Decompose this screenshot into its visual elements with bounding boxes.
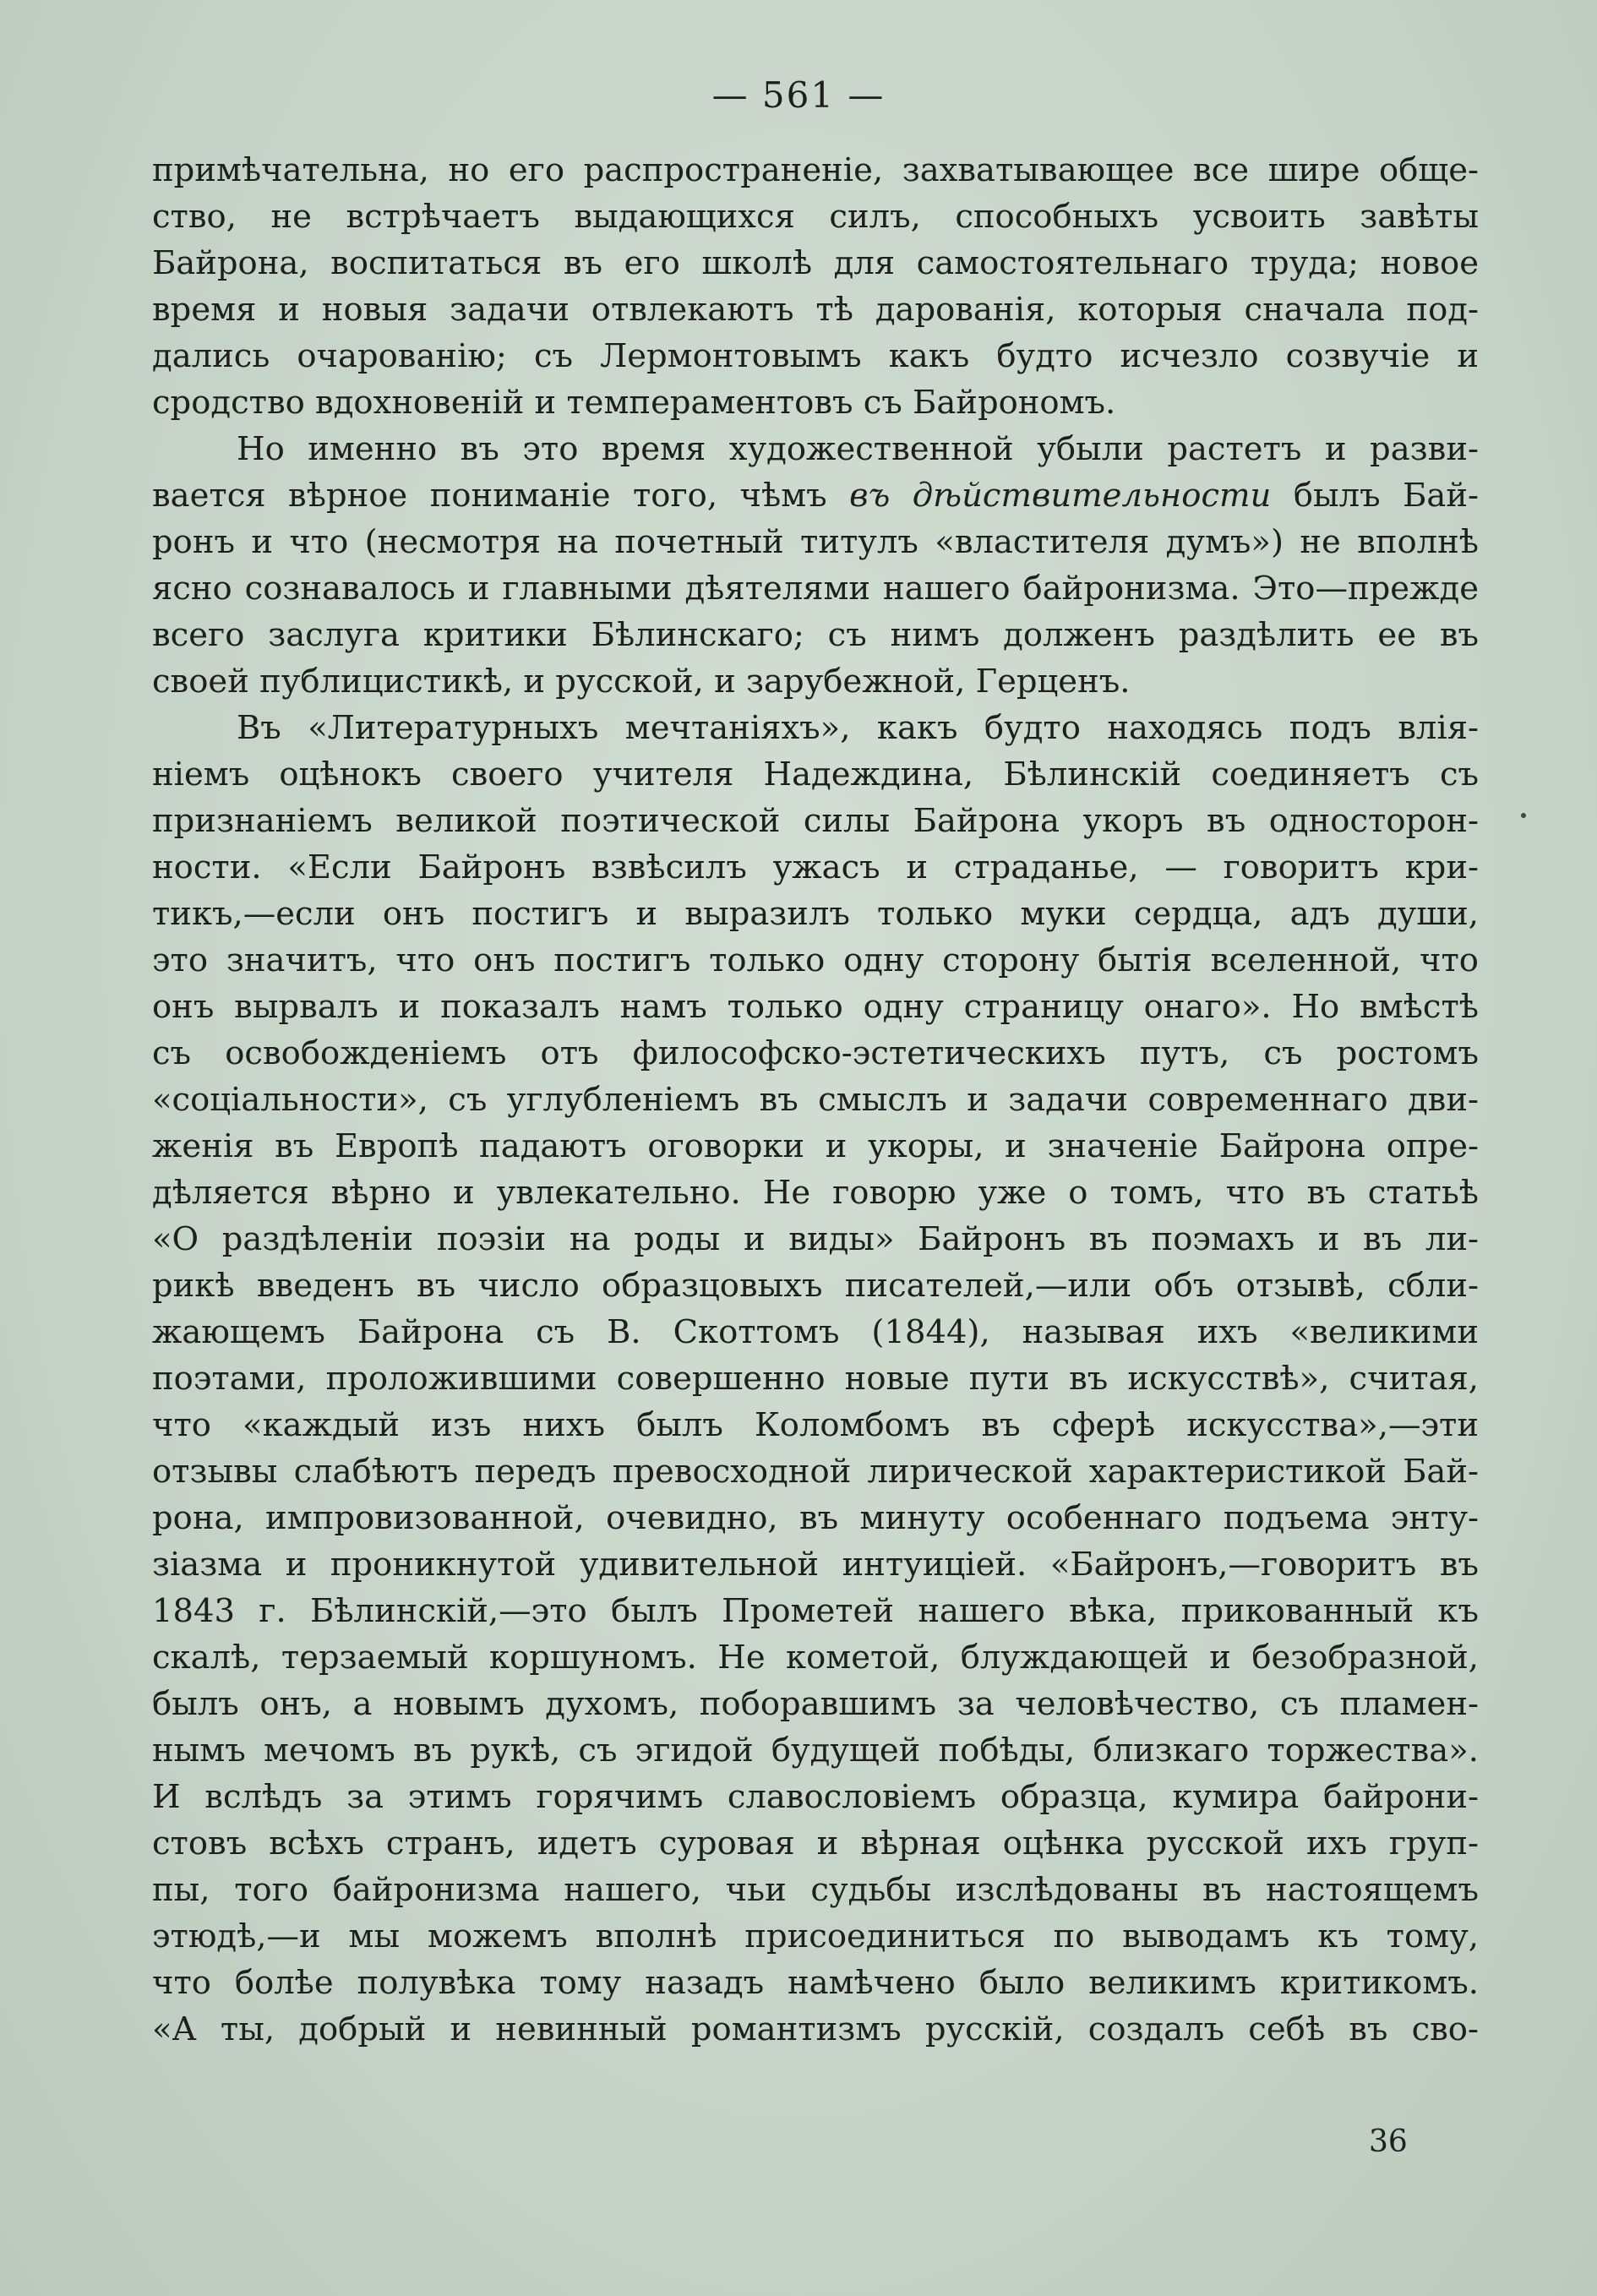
italic-emphasis: въ дѣйствительности xyxy=(849,477,1272,515)
text-line: своей публицистикѣ, и русской, и зарубежной, Герценъ. xyxy=(152,663,1131,701)
text-line: пы, того байронизма нашего, чьи судьбы изслѣдованы въ настоящемъ xyxy=(152,1871,1479,1909)
text-line: скалѣ, терзаемый коршуномъ. Не кометой, блуждающей и безобразной, xyxy=(152,1639,1479,1677)
text-line: ясно сознавалось и главными дѣятелями нашего байронизма. Это—прежде xyxy=(152,570,1479,608)
text-line: Въ «Литературныхъ мечтаніяхъ», какъ будто находясь подъ влія- xyxy=(237,709,1479,747)
text-line: нымъ мечомъ въ рукѣ, съ эгидой будущей побѣды, близкаго торжества». xyxy=(152,1732,1479,1770)
text-line: «А ты, добрый и невинный романтизмъ русскій, создалъ себѣ въ сво- xyxy=(152,2010,1479,2048)
text-line: дались очарованію; съ Лермонтовымъ какъ будто исчезло созвучіе и xyxy=(152,337,1479,375)
text-line: признаніемъ великой поэтической силы Байрона укоръ въ односторон- xyxy=(152,802,1479,840)
text-line: дѣляется вѣрно и увлекательно. Не говорю уже о томъ, что въ статьѣ xyxy=(152,1174,1479,1212)
page-number: — 561 — xyxy=(711,74,886,116)
text-line: Но именно въ это время художественной убыли растетъ и разви- xyxy=(237,430,1479,468)
text-line: что «каждый изъ нихъ былъ Коломбомъ въ сферѣ искусства»,—эти xyxy=(152,1406,1479,1444)
text-line: это значитъ, что онъ постигъ только одну сторону бытія вселенной, что xyxy=(152,941,1479,979)
text-line: И вслѣдъ за этимъ горячимъ славословіемъ образца, кумира байрони- xyxy=(152,1778,1479,1816)
text-line: рона, импровизованной, очевидно, въ минуту особеннаго подъема энту- xyxy=(152,1499,1479,1537)
text-line: отзывы слабѣютъ передъ превосходной лирической характеристикой Бай- xyxy=(152,1453,1479,1491)
text-line: женія въ Европѣ падаютъ оговорки и укоры, и значеніе Байрона опре- xyxy=(152,1127,1479,1165)
text-line: сродство вдохновеній и темпераментовъ съ Байрономъ. xyxy=(152,384,1116,422)
text-line: онъ вырвалъ и показалъ намъ только одну страницу онаго». Но вмѣстѣ xyxy=(152,988,1479,1026)
print-speck xyxy=(1521,813,1526,818)
text-line: былъ онъ, а новымъ духомъ, поборавшимъ за человѣчество, съ пламен- xyxy=(152,1685,1479,1723)
text-segment: былъ Бай- xyxy=(1271,477,1479,515)
text-segment: вается вѣрное пониманіе того, чѣмъ xyxy=(152,477,850,515)
text-line: жающемъ Байрона съ В. Скоттомъ (1844), называя ихъ «великими xyxy=(152,1313,1479,1351)
signature-mark: 36 xyxy=(1369,2124,1408,2159)
text-line: время и новыя задачи отвлекаютъ тѣ дарованія, которыя сначала под- xyxy=(152,291,1479,329)
text-line: ніемъ оцѣнокъ своего учителя Надеждина, Бѣлинскій соединяетъ съ xyxy=(152,755,1479,794)
text-line: зіазма и проникнутой удивительной интуиціей. «Байронъ,—говоритъ въ xyxy=(152,1546,1479,1584)
text-line: стовъ всѣхъ странъ, идетъ суровая и вѣрная оцѣнка русской ихъ груп- xyxy=(152,1824,1479,1862)
text-line: ронъ и что (несмотря на почетный титулъ «властителя думъ») не вполнѣ xyxy=(152,523,1479,561)
text-line: съ освобожденіемъ отъ философско-эстетическихъ путъ, съ ростомъ xyxy=(152,1034,1479,1072)
body-text xyxy=(152,147,1479,2053)
text-line: тикъ,—если онъ постигъ и выразилъ только муки сердца, адъ души, xyxy=(152,895,1479,933)
text-line: ности. «Если Байронъ взвѣсилъ ужасъ и страданье, — говоритъ кри- xyxy=(152,848,1479,886)
text-line: Байрона, воспитаться въ его школѣ для самостоятельнаго труда; новое xyxy=(152,244,1479,282)
text-line: «соціальности», съ углубленіемъ въ смыслъ и задачи современнаго дви- xyxy=(152,1081,1479,1119)
text-line: ство, не встрѣчаетъ выдающихся силъ, способныхъ усвоить завѣты xyxy=(152,198,1479,236)
text-line: поэтами, проложившими совершенно новые пути въ искусствѣ», считая, xyxy=(152,1360,1479,1398)
text-line: этюдѣ,—и мы можемъ вполнѣ присоединиться по выводамъ къ тому, xyxy=(152,1917,1479,1955)
text-line xyxy=(152,472,1479,519)
text-line: «О раздѣленіи поэзіи на роды и виды» Байронъ въ поэмахъ и въ ли- xyxy=(152,1220,1479,1258)
text-line: всего заслуга критики Бѣлинскаго; съ нимъ долженъ раздѣлить ее въ xyxy=(152,616,1479,654)
text-line: 1843 г. Бѣлинскій,—это былъ Прометей нашего вѣка, прикованный къ xyxy=(152,1592,1479,1630)
text-line: что болѣе полувѣка тому назадъ намѣчено было великимъ критикомъ. xyxy=(152,1964,1479,2002)
text-line: примѣчательна, но его распространеніе, захватывающее все шире обще- xyxy=(152,151,1479,189)
text-line: рикѣ введенъ въ число образцовыхъ писателей,—или объ отзывѣ, сбли- xyxy=(152,1267,1479,1305)
